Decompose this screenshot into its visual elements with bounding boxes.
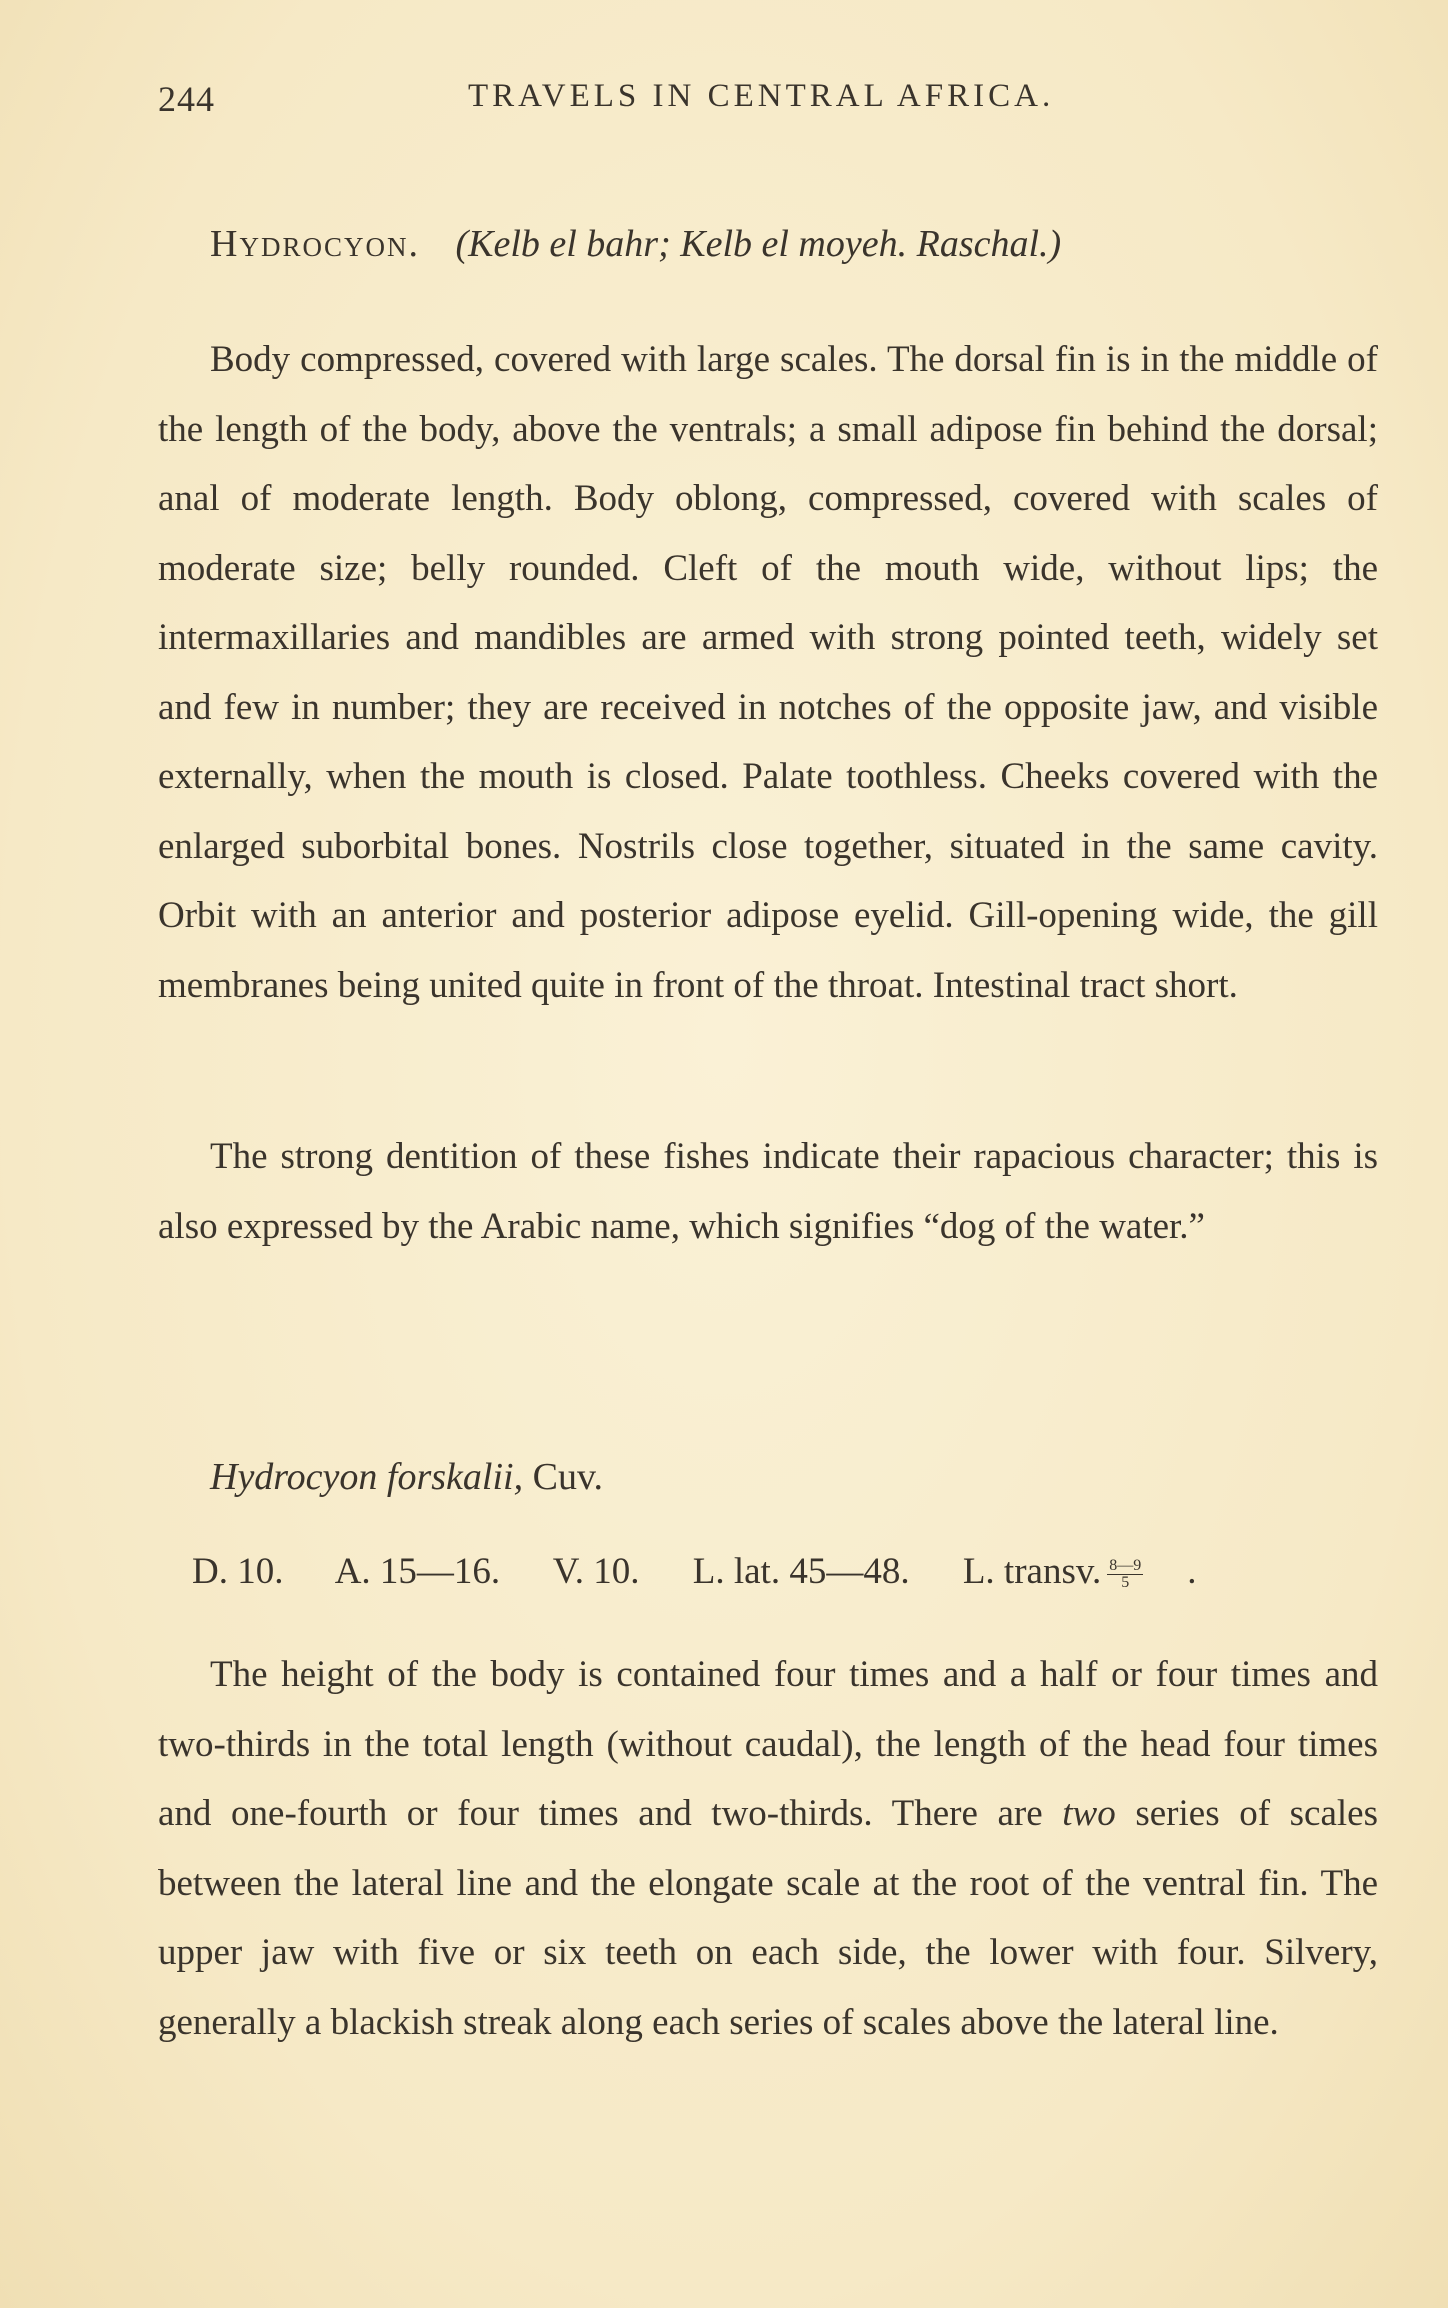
fin-formula-transverse-label: L. transv. xyxy=(962,1551,1102,1592)
running-head: TRAVELS IN CENTRAL AFRICA. xyxy=(468,78,1055,114)
fin-formula-end: . xyxy=(1187,1551,1197,1592)
fin-formula xyxy=(192,1550,1378,1593)
page-header xyxy=(158,78,1378,128)
fin-formula-dorsal: D. 10. xyxy=(192,1551,284,1592)
species-description-text-end: series of scales between the lateral line and the elongate scale at the root of the ventral fin. The upper jaw with five or six teeth on each side, the lower with four. Silvery, generally a blackish streak along each series of scales above the lateral line. xyxy=(158,1793,1378,2043)
fin-formula-lateral-line: L. lat. 45—48. xyxy=(692,1551,910,1592)
dentition-note-paragraph: The strong dentition of these fishes indicate their rapacious character; this is also expressed by the Arabic name, which signifies “dog of the water.” xyxy=(158,1136,1378,1247)
page-number: 244 xyxy=(158,79,215,119)
fraction-denominator: 5 xyxy=(1121,1574,1130,1592)
genus-heading xyxy=(210,222,1061,266)
species-description-paragraph xyxy=(158,1640,1378,2057)
species-author: Cuv. xyxy=(532,1456,603,1498)
species-description-text-start: The height of the body is contained four times and a half or four times and two-thirds in the total length (without caudal), the length of the head four times and one-fourth or four times and two-thirds. There are xyxy=(158,1654,1378,1834)
fin-formula-transverse-fraction xyxy=(1107,1558,1187,1591)
fin-formula-ventral: V. 10. xyxy=(552,1551,640,1592)
species-name: Hydrocyon forskalii, xyxy=(210,1456,524,1498)
fraction-numerator: 8—9 xyxy=(1109,1557,1142,1575)
genus-description-paragraph: Body compressed, covered with large scales. The dorsal fin is in the middle of the length of the body, above the ventrals; a small adipose fin behind the dorsal; anal of moderate length. Body oblong, compressed, covered with scales of moderate size; belly rounded. Cleft of the mouth wide, without lips; the intermaxillaries and mandibles are armed with strong pointed teeth, widely set and few in number; they are received in notches of the opposite jaw, and visible externally, when the mouth is closed. Palate toothless. Cheeks covered with the enlarged suborbital bones. Nostrils close together, situated in the same cavity. Orbit with an anterior and posterior adipose eyelid. Gill-opening wide, the gill membranes being united quite in front of the throat. Intestinal tract short. xyxy=(158,339,1378,1006)
species-description-emphasis: two xyxy=(1062,1793,1116,1834)
species-heading xyxy=(210,1455,603,1499)
genus-vernacular-names: (Kelb el bahr; Kelb el moyeh. Raschal.) xyxy=(455,223,1062,265)
fin-formula-anal: A. 15—16. xyxy=(334,1551,501,1592)
genus-name: Hydrocyon. xyxy=(210,223,420,265)
